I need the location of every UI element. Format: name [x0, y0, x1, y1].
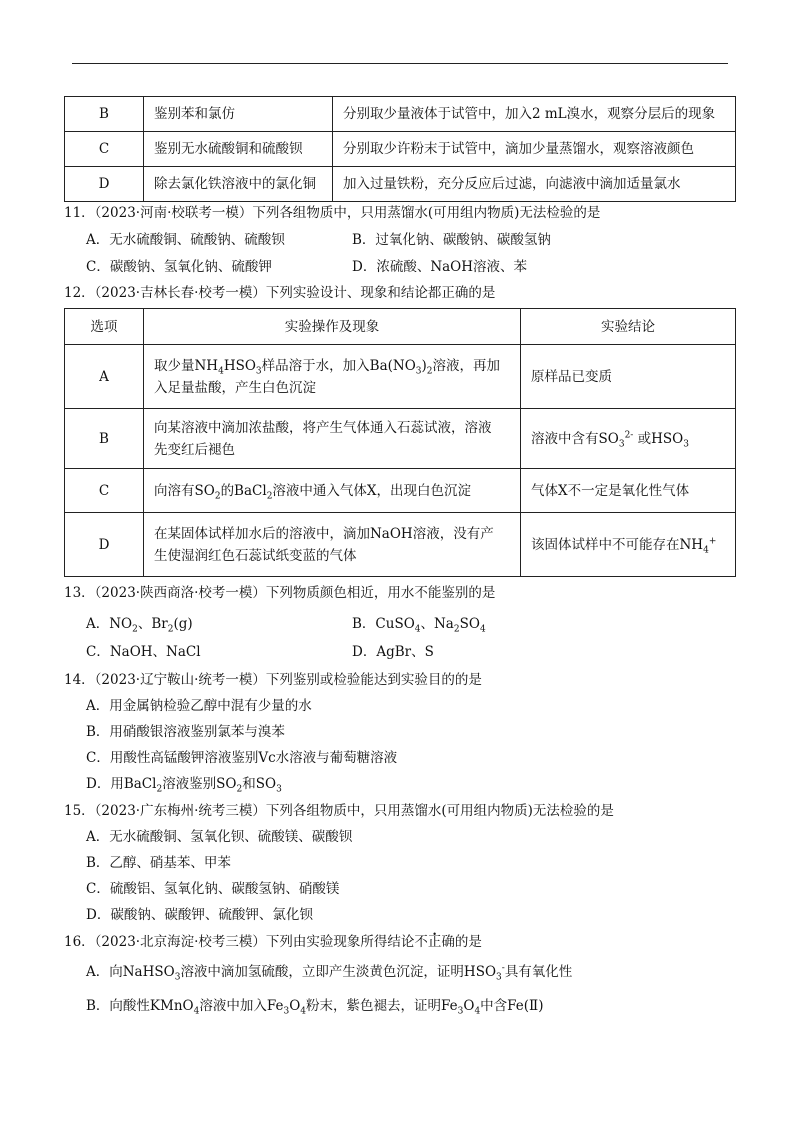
item-cell: 鉴别苯和氯仿 — [144, 97, 333, 132]
table-row — [65, 167, 736, 202]
q12-stem: 12．（2023·吉林长春·校考一模）下列实验设计、现象和结论都正确的是 — [64, 285, 496, 301]
header-conclusion: 实验结论 — [521, 309, 736, 345]
q13-option-d: D．AgBr、S — [352, 644, 434, 660]
q11-option-a: A．无水硫酸铜、硫酸钠、硫酸钡 — [86, 232, 285, 248]
q14-option-c: C．用酸性高锰酸钾溶液鉴别Vc水溶液与葡萄糖溶液 — [86, 750, 398, 766]
q13-option-a: A．$NO_2$、$Br_2(g)$ — [86, 616, 193, 635]
q15-option-b: B．乙醇、硝基苯、甲苯 — [86, 855, 231, 871]
conclusion-cell: 溶液中含有$SO_3^{2-}$ 或$HSO_3$ — [521, 409, 736, 469]
option-label: B — [65, 97, 144, 132]
continued-table — [64, 96, 736, 202]
q13-option-b: B．CuSO$_4$、$Na_2SO_4$ — [352, 616, 486, 635]
item-cell: 鉴别无水硫酸铜和硫酸钡 — [144, 132, 333, 167]
q13-option-c: C．NaOH、NaCl — [86, 644, 201, 660]
operation-cell: 向溶有$SO_2$的BaCl$_2$溶液中通入气体X，出现白色沉淀 — [144, 469, 521, 513]
option-label: C — [65, 469, 144, 513]
q16-stem: 16．（2023·北京海淀·校考三模）下列由实验现象所得结论不正确的是 — [64, 934, 482, 950]
q14-option-b: B．用硝酸银溶液鉴别氯苯与溴苯 — [86, 724, 285, 740]
header-option: 选项 — [65, 309, 144, 345]
q11-option-b: B．过氧化钠、碳酸钠、碳酸氢钠 — [352, 232, 551, 248]
option-label: A — [65, 345, 144, 409]
q15-stem: 15．（2023·广东梅州·统考三模）下列各组物质中，只用蒸馏水(可用组内物质)无法检验的是 — [64, 803, 614, 819]
method-cell: 分别取少许粉末于试管中，滴加少量蒸馏水，观察溶液颜色 — [333, 132, 736, 167]
item-cell: 除去氯化铁溶液中的氯化铜 — [144, 167, 333, 202]
q14-option-d: D．用BaCl$_2$溶液鉴别$SO_2$和$SO_3$ — [86, 776, 282, 795]
table-row — [65, 97, 736, 132]
conclusion-cell: 原样品已变质 — [521, 345, 736, 409]
operation-cell: 向某溶液中滴加浓盐酸，将产生气体通入石蕊试液，溶液 先变红后褪色 — [144, 409, 521, 469]
q15-option-d: D．碳酸钠、碳酸钾、硫酸钾、氯化钡 — [86, 907, 313, 923]
table-row — [65, 409, 736, 469]
option-label: D — [65, 513, 144, 577]
q16-option-b: B．向酸性KMnO$_4$溶液中加入$Fe_3O_4$粉末，紫色褪去，证明$Fe_3O_4$中含Fe(Ⅱ) — [86, 998, 544, 1017]
header-operation: 实验操作及现象 — [144, 309, 521, 345]
q16-option-a: A．向NaHSO$_3$溶液中滴加氢硫酸，立即产生淡黄色沉淀，证明$HSO_3^-$具有氧化性 — [86, 963, 573, 983]
q11-option-d: D．浓硫酸、NaOH溶液、苯 — [352, 259, 528, 275]
q11-stem: 11．（2023·河南·校联考一模）下列各组物质中，只用蒸馏水(可用组内物质)无法检验的是 — [64, 205, 601, 221]
header-rule — [72, 63, 728, 64]
option-label: C — [65, 132, 144, 167]
table-row — [65, 132, 736, 167]
q15-option-a: A．无水硫酸铜、氢氧化钡、硫酸镁、碳酸钡 — [86, 829, 353, 845]
q12-table — [64, 308, 736, 577]
q11-option-c: C．碳酸钠、氢氧化钠、硫酸钾 — [86, 259, 272, 275]
option-label: B — [65, 409, 144, 469]
emphasis-not-correct: 不正确 — [414, 934, 455, 950]
table-row — [65, 513, 736, 577]
operation-cell: 取少量$NH_4HSO_3$样品溶于水，加入$Ba(NO_3)_2$溶液，再加 入足量盐酸，产生白色沉淀 — [144, 345, 521, 409]
conclusion-cell: 气体X不一定是氧化性气体 — [521, 469, 736, 513]
operation-cell: 在某固体试样加水后的溶液中，滴加NaOH溶液，没有产 生使湿润红色石蕊试纸变蓝的气体 — [144, 513, 521, 577]
method-cell: 分别取少量液体于试管中，加入2 mL溴水，观察分层后的现象 — [333, 97, 736, 132]
table-row — [65, 345, 736, 409]
method-cell: 加入过量铁粉，充分反应后过滤，向滤液中滴加适量氯水 — [333, 167, 736, 202]
q14-stem: 14．（2023·辽宁鞍山·统考一模）下列鉴别或检验能达到实验目的的是 — [64, 672, 482, 688]
q13-stem: 13．（2023·陕西商洛·校考一模）下列物质颜色相近，用水不能鉴别的是 — [64, 585, 496, 601]
option-label: D — [65, 167, 144, 202]
q14-option-a: A．用金属钠检验乙醇中混有少量的水 — [86, 698, 312, 714]
q15-option-c: C．硫酸铝、氢氧化钠、碳酸氢钠、硝酸镁 — [86, 881, 340, 897]
table-row — [65, 469, 736, 513]
table-header-row — [65, 309, 736, 345]
conclusion-cell: 该固体试样中不可能存在$NH_4^+$ — [521, 513, 736, 577]
